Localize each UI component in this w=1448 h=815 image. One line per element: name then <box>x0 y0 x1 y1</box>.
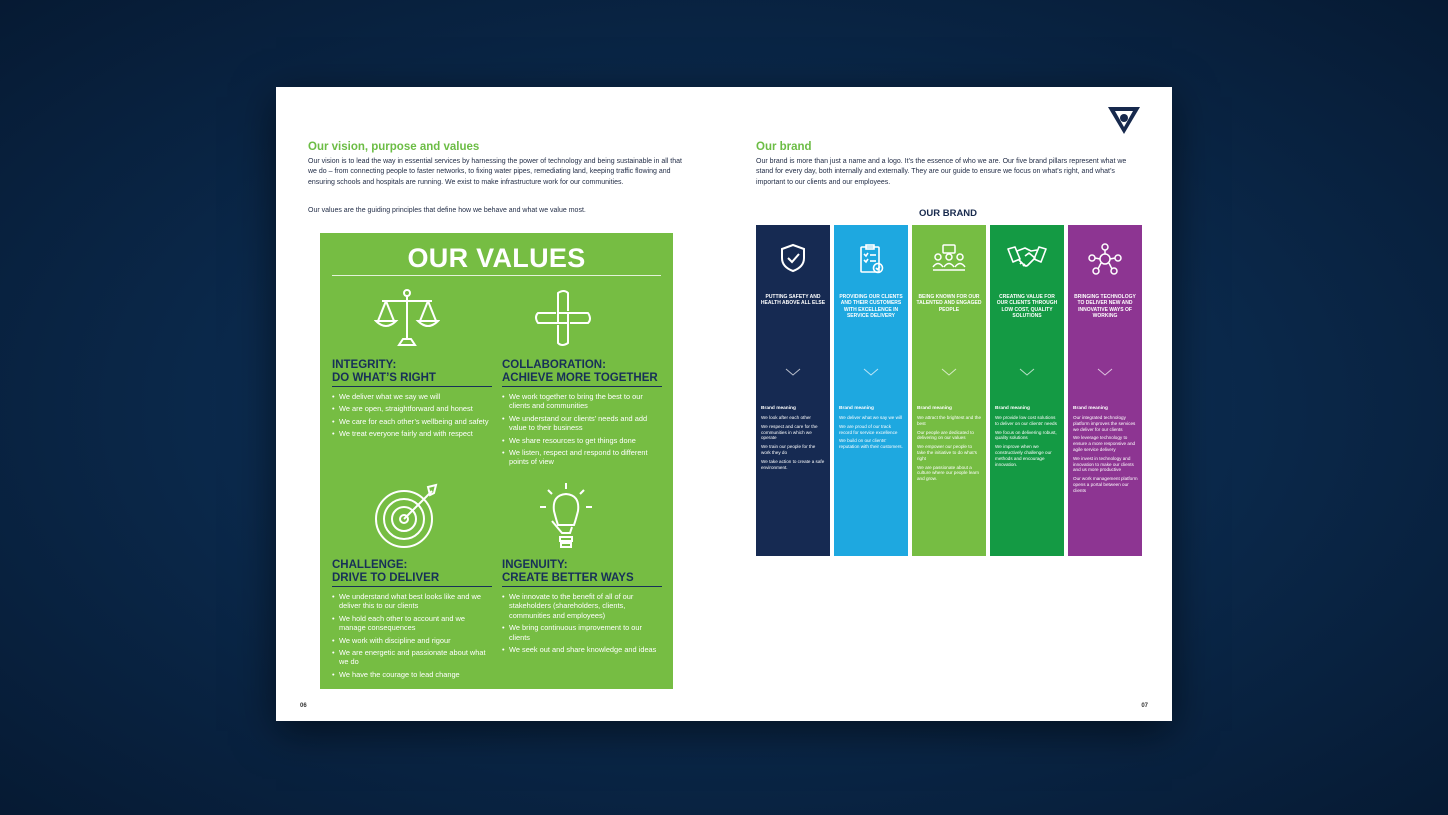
value-integrity <box>332 359 492 442</box>
pillar-meaning-label: Brand meaning <box>917 406 952 411</box>
list-item: Our people are dedicated to delivering on our values <box>917 429 974 441</box>
list-item: • We work with discipline and rigour <box>332 636 492 645</box>
value-integrity-heading <box>332 359 492 387</box>
pillar-meaning-label: Brand meaning <box>839 406 874 411</box>
brand-pillar-people <box>912 225 986 556</box>
list-item: We are passionate about a culture where our people learn and grow. <box>917 464 980 482</box>
list-item: We take action to create a safe environment. <box>761 458 825 470</box>
value-challenge <box>332 559 492 682</box>
value-ingenuity-heading <box>502 559 662 587</box>
list-item: • We listen, respect and respond to different points of view <box>502 448 662 467</box>
list-item: • We are open, straightforward and honest <box>332 404 492 413</box>
page-number-right: 07 <box>1141 703 1148 709</box>
vision-paragraph: Our vision is to lead the way in essential services by harnessing the power of technology and being sustainable in all that we do – from connecting people to faster networks, to fixing water pipes, remediating land, keeping traffic flowing and ensuring schools and hospitals are running. We exist to make infrastructure work for our communities. <box>308 158 682 186</box>
list-item: • We are energetic and passionate about what we do <box>332 648 492 667</box>
value-integrity-heading-line2: DO WHAT’S RIGHT <box>332 371 436 384</box>
our-values-panel <box>320 233 673 689</box>
brand-pillar-safety <box>756 225 830 556</box>
values-divider <box>332 275 661 276</box>
list-item: We empower our people to take the initiative to do what’s right <box>917 444 977 461</box>
shield-check-icon <box>756 243 830 278</box>
list-item: • We hold each other to account and we manage consequences <box>332 614 492 633</box>
pillar-meaning-list <box>995 415 1060 470</box>
value-collaboration-heading-line2: ACHIEVE MORE TOGETHER <box>502 371 658 384</box>
list-item: • We bring continuous improvement to our clients <box>502 623 662 642</box>
values-title: OUR VALUES <box>407 243 586 273</box>
list-item: • We treat everyone fairly and with respect <box>332 429 492 438</box>
brand-pillar-service <box>834 225 908 556</box>
list-item: Our work management platform opens a portal between our clients <box>1073 476 1138 493</box>
value-challenge-heading <box>332 559 492 587</box>
value-collaboration-heading <box>502 359 662 387</box>
value-challenge-heading-line1: CHALLENGE: <box>332 559 408 571</box>
list-item: We build on our clients’ reputation with their customers. <box>839 438 903 450</box>
brochure-spread <box>276 87 1172 721</box>
list-item: Our integrated technology platform improves the services we deliver for our clients <box>1073 415 1136 432</box>
pillar-meaning-list <box>917 415 982 485</box>
pillar-meaning-list <box>839 415 904 453</box>
value-ingenuity-heading-line1: INGENUITY: <box>502 559 568 571</box>
list-item: • We share resources to get things done <box>502 436 662 445</box>
pillar-meaning-label: Brand meaning <box>1073 406 1108 411</box>
target-icon <box>372 483 442 554</box>
list-item: • We care for each other’s wellbeing and safety <box>332 417 492 426</box>
list-item: • We work together to bring the best to our clients and communities <box>502 392 662 411</box>
list-item: • We innovate to the benefit of all of our stakeholders (shareholders, clients, communities and employees) <box>502 592 662 620</box>
list-item: We attract the brightest and the best <box>917 415 982 426</box>
pillar-meaning-list <box>761 415 826 473</box>
pillar-title: PROVIDING OUR CLIENTS AND THEIR CUSTOMERS WITH EXCELLENCE IN SERVICE DELIVERY <box>839 294 903 320</box>
pillar-meaning-label: Brand meaning <box>995 406 1030 411</box>
brand-pillar-technology <box>1068 225 1142 556</box>
chevron-down-icon <box>756 363 830 381</box>
list-item: • We seek out and share knowledge and ideas <box>502 645 662 654</box>
page-number-left: 06 <box>300 703 307 709</box>
clipboard-check-icon <box>834 243 908 280</box>
network-bulb-icon <box>1068 243 1142 280</box>
pillar-meaning-list <box>1073 415 1138 497</box>
list-item: We are proud of our track record for service excellence <box>839 423 898 435</box>
lightbulb-hand-icon <box>538 481 594 558</box>
chevron-down-icon <box>1068 363 1142 381</box>
brand-paragraph: Our brand is more than just a name and a logo. It’s the essence of who we are. Our five brand pillars represent what we stand for every day, both internally and externally. They are our guide to ensure we focus on what’s right, and what’s important to our clients and our employees. <box>756 158 1127 186</box>
pillar-title: BEING KNOWN FOR OUR TALENTED AND ENGAGED PEOPLE <box>916 294 982 313</box>
list-item: • We understand our clients’ needs and add value to their business <box>502 414 662 433</box>
values-intro-paragraph: Our values are the guiding principles that define how we behave and what we value most. <box>308 207 586 214</box>
list-item: We focus on delivering robust, quality solutions <box>995 429 1057 441</box>
brand-heading: Our brand <box>756 141 812 153</box>
list-item: We improve when we constructively challenge our methods and encourage innovation. <box>995 444 1052 467</box>
value-collaboration-heading-line1: COLLABORATION: <box>502 359 606 371</box>
value-collaboration <box>502 359 662 470</box>
list-item: We leverage technology to ensure a more responsive and agile service delivery <box>1073 435 1136 452</box>
chevron-down-icon <box>834 363 908 381</box>
list-item: We provide low cost solutions to deliver on our clients’ needs <box>995 415 1057 426</box>
brand-logo-icon <box>1107 105 1141 140</box>
right-page <box>724 87 1172 721</box>
list-item: We train our people for the work they do <box>761 444 816 455</box>
list-item: We respect and care for the communities in which we operate <box>761 423 818 441</box>
list-item: We look after each other <box>761 415 811 420</box>
value-integrity-heading-line1: INTEGRITY: <box>332 359 397 371</box>
pillar-title: PUTTING SAFETY AND HEALTH ABOVE ALL ELSE <box>760 294 826 307</box>
our-brand-label: OUR BRAND <box>918 208 978 219</box>
people-meeting-icon <box>912 243 986 278</box>
value-collaboration-list <box>502 392 662 467</box>
list-item: • We understand what best looks like and we deliver this to our clients <box>332 592 492 611</box>
value-challenge-list <box>332 592 492 679</box>
list-item: • We have the courage to lead change <box>332 670 492 679</box>
list-item: We deliver what we say we will <box>839 415 902 420</box>
value-ingenuity <box>502 559 662 657</box>
brand-pillar-value <box>990 225 1064 556</box>
handshake-icon <box>990 243 1064 276</box>
value-ingenuity-heading-line2: CREATE BETTER WAYS <box>502 571 634 584</box>
value-integrity-list <box>332 392 492 439</box>
chevron-down-icon <box>912 363 986 381</box>
scales-icon <box>374 287 440 354</box>
pillar-meaning-label: Brand meaning <box>761 406 796 411</box>
list-item: • We deliver what we say we will <box>332 392 492 401</box>
pillar-title: BRINGING TECHNOLOGY TO DELIVER NEW AND INNOVATIVE WAYS OF WORKING <box>1074 294 1136 320</box>
pillar-title: CREATING VALUE FOR OUR CLIENTS THROUGH LOW COST, QUALITY SOLUTIONS <box>996 294 1058 320</box>
chevron-down-icon <box>990 363 1064 381</box>
left-page <box>276 87 724 721</box>
value-challenge-heading-line2: DRIVE TO DELIVER <box>332 571 440 584</box>
value-ingenuity-list <box>502 592 662 654</box>
hands-together-icon <box>530 287 596 354</box>
vision-heading: Our vision, purpose and values <box>308 141 480 153</box>
list-item: We invest in technology and innovation to make our clients and us more productive <box>1073 455 1134 473</box>
